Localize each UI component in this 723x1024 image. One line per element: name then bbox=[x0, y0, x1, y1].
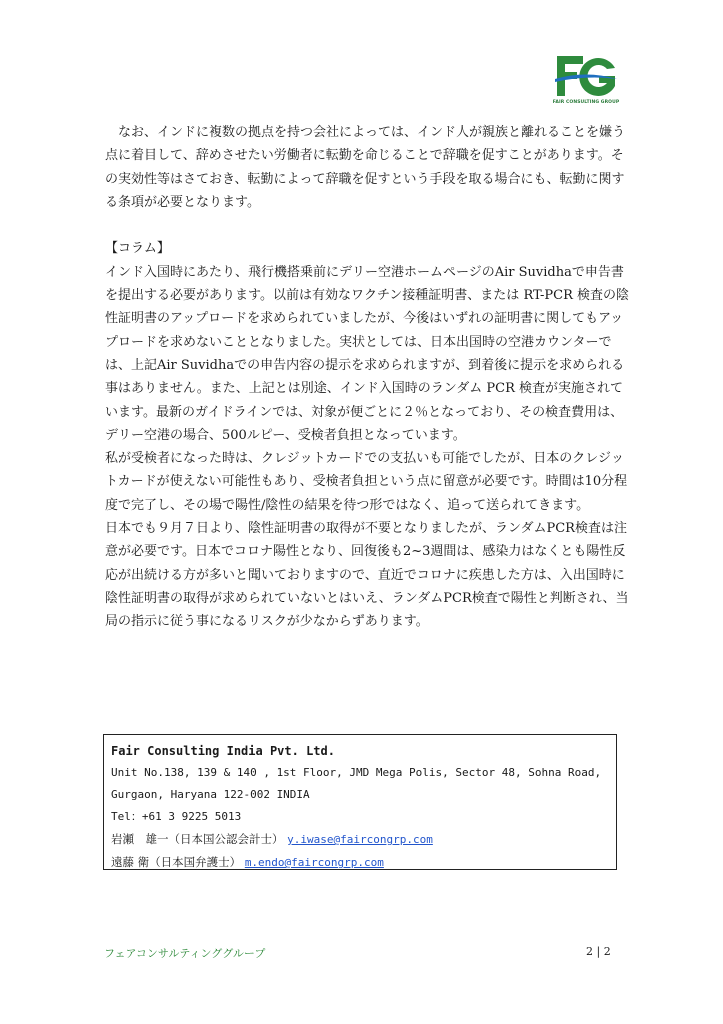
column-heading: 【コラム】 bbox=[105, 241, 170, 257]
contact-person-2 bbox=[111, 851, 616, 874]
logo-caption: FAIR CONSULTING GROUP bbox=[552, 100, 620, 105]
contact-person-1 bbox=[111, 828, 616, 851]
person-1-email-link[interactable]: y.iwase@faircongrp.com bbox=[287, 833, 433, 846]
column-paragraph-payment: 私が受検者になった時は、クレジットカードでの支払いも可能でしたが、日本のクレジットカードが使えない可能性もあり、受検者負担という点に留意が必要です。時間は10分程度で完了し、その場で陽性/陰性の結果を待つ形ではなく、追って送られてきます。 bbox=[105, 451, 628, 513]
telephone: Tel：+61 3 9225 5013 bbox=[111, 810, 242, 823]
address-line-2: Gurgaon, Haryana 122-002 INDIA bbox=[111, 788, 310, 801]
main-body bbox=[105, 121, 635, 634]
contact-box bbox=[103, 734, 617, 870]
column-paragraph-japan: 日本でも９月７日より、陰性証明書の取得が不要となりましたが、ランダムPCR検査は注意が必要です。日本でコロナ陽性となり、回復後も2~3週間は、感染力はなくとも陽性反応が出続ける方が多いと聞いておりますので、直近でコロナに疾患した方は、入出国時に陰性証明書の取得が求められていないとはいえ、ランダムPCR検査で陽性と判断され、当局の指示に従う事になるリスクが少なからずあります。 bbox=[105, 521, 629, 630]
address-line-1: Unit No.138, 139 & 140 , 1st Floor, JMD Mega Polis, Sector 48, Sohna Road, bbox=[111, 766, 602, 779]
person-2-name: 遠藤 衛（日本国弁護士） bbox=[111, 855, 242, 869]
column-paragraph-entry: インド入国時にあたり、飛行機搭乗前にデリー空港ホームページのAir Suvidhaで申告書を提出する必要があります。以前は有効なワクチン接種証明書、または RT-PCR 検査の陰性証明書のアップロードを求められていましたが、今後はいずれの証明書に関してもアップロードを求めないこととなりました。実状としては、日本出国時の空港カウンターでは、上記Air Suvidhaでの申告内容の提示を求められますが、到着後に提示を求められる事はありません。また、上記とは別途、インド入国時のランダム PCR 検査が実施されています。最新のガイドラインでは、対象が便ごとに２％となっており、その検査費用は、デリー空港の場合、500ルピー、受検者負担となっています。 bbox=[105, 264, 630, 443]
page-number: 2 | 2 bbox=[586, 945, 611, 958]
person-2-email-link[interactable]: m.endo@faircongrp.com bbox=[244, 856, 384, 869]
paragraph-transfer-clause: なお、インドに複数の拠点を持つ会社によっては、インド人が親族と離れることを嫌う点に着目して、辞めさせたい労働者に転勤を命じることで辞職を促すことがあります。その実効性等はさておき、転勤によって辞職を促すという手段を取る場合にも、転勤に関する条項が必要となります。 bbox=[105, 125, 626, 210]
person-1-name: 岩瀬 雄一（日本国公認会計士） bbox=[111, 832, 284, 846]
footer-group-name: フェアコンサルティンググループ bbox=[104, 947, 266, 960]
company-name: Fair Consulting India Pvt. Ltd. bbox=[111, 744, 335, 758]
